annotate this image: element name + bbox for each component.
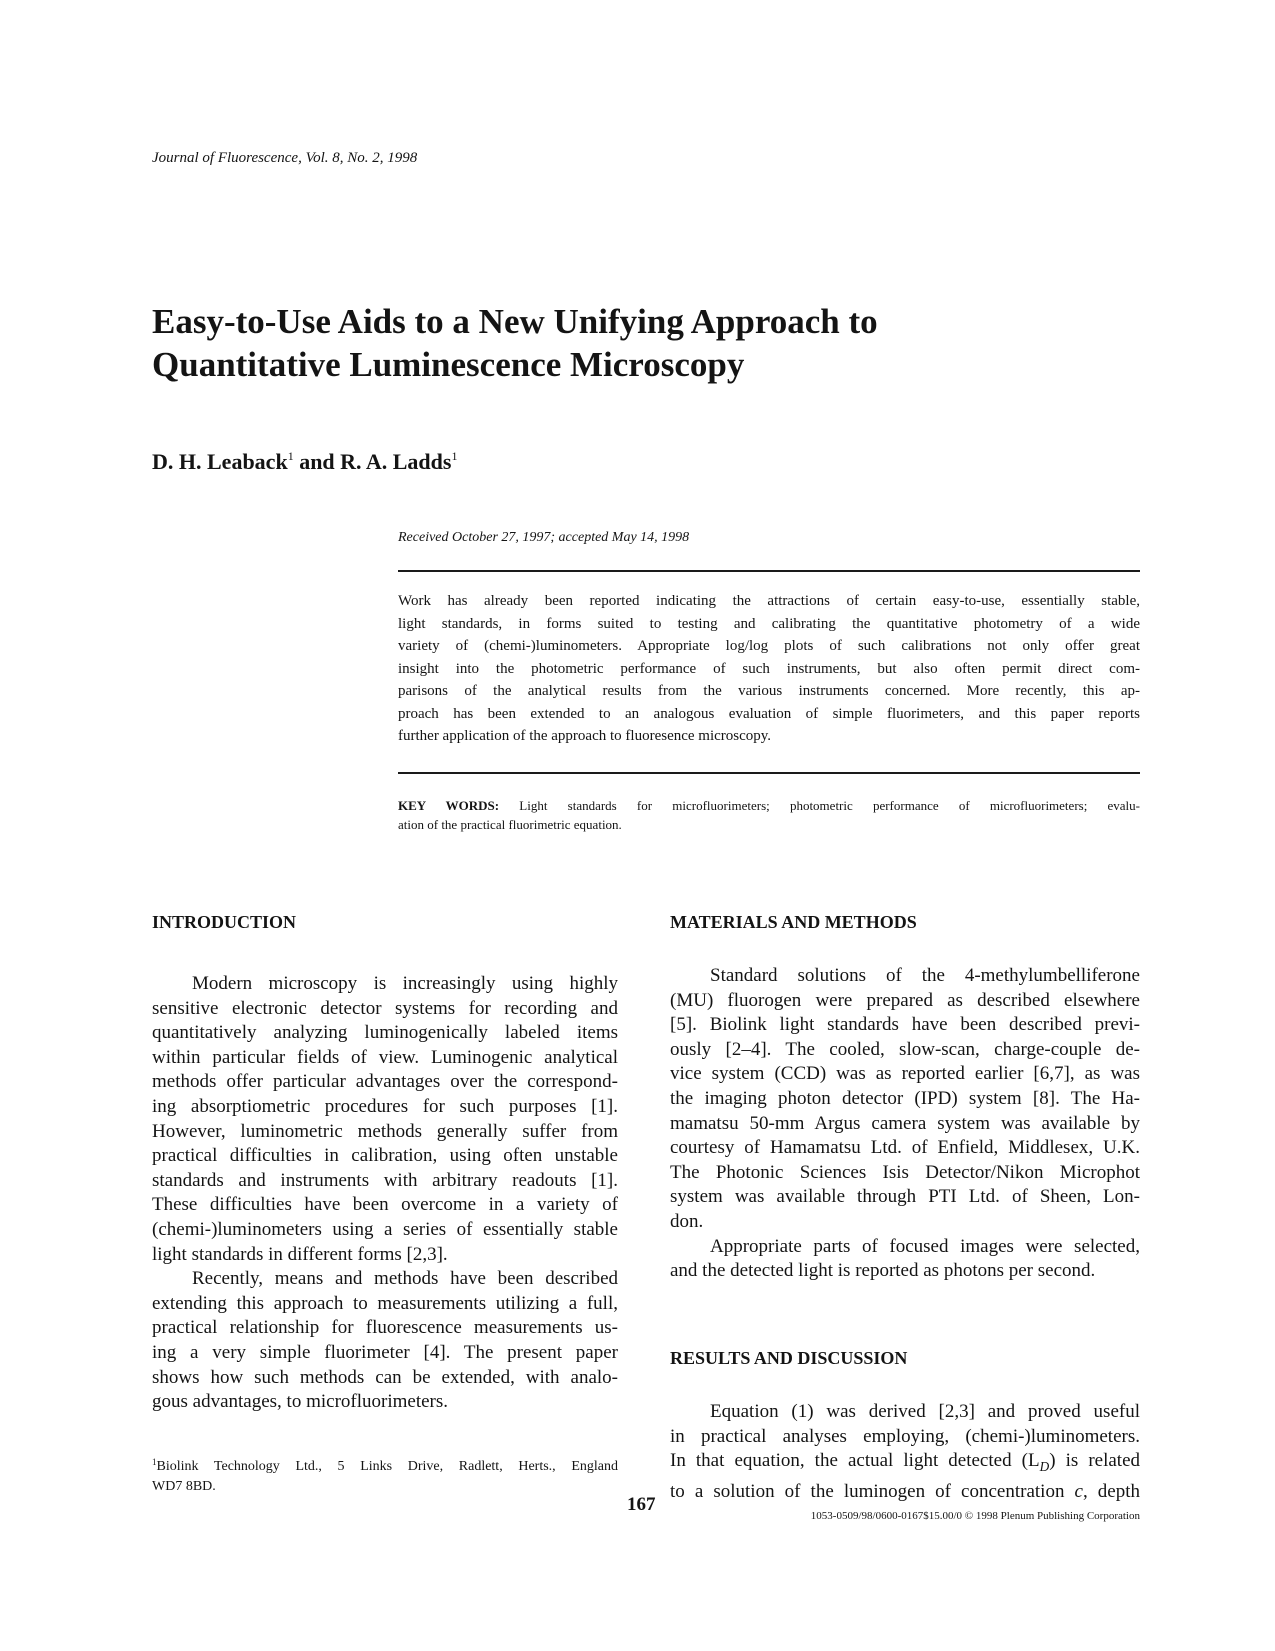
body-line: ing absorptiometric procedures for such purposes [1]. (152, 1095, 618, 1117)
body-line: sensitive electronic detector systems for recording and (152, 997, 618, 1019)
section-heading-materials: MATERIALS AND METHODS (670, 912, 917, 932)
body-line: ing a very simple fluorimeter [4]. The present paper (152, 1341, 618, 1363)
page-number: 167 (627, 1494, 656, 1515)
materials-body (670, 964, 1140, 1284)
body-line: Equation (1) was derived [2,3] and proved useful (710, 1401, 1140, 1422)
footnote-marker: 1 (152, 1457, 157, 1467)
body-line: the imaging photon detector (IPD) system [8]. The Ha- (670, 1087, 1140, 1109)
body-line: within particular fields of view. Luminogenic analytical (152, 1046, 618, 1068)
keywords-text: Light standards for microfluorimeters; photometric performance of microfluorimeters; evalu- (499, 798, 1140, 813)
body-line: methods offer particular advantages over the correspond- (152, 1071, 618, 1093)
body-text: to a solution of the luminogen of concentration (670, 1480, 1075, 1502)
body-line: system was available through PTI Ltd. of Sheen, Lon- (670, 1186, 1140, 1208)
body-line: These difficulties have been overcome in a variety of (152, 1194, 618, 1216)
footnote-line (152, 1452, 618, 1477)
abstract-line: variety of (chemi-)luminometers. Appropriate log/log plots of such calibrations not only offer great (398, 638, 1140, 654)
body-line: practical difficulties in calibration, using often unstable (152, 1145, 618, 1167)
copyright-line: 1053-0509/98/0600-0167$15.00/0 © 1998 Plenum Publishing Corporation (810, 1510, 1140, 1522)
body-line: However, luminometric methods generally suffer from (152, 1120, 618, 1142)
journal-citation: Journal of Fluorescence, Vol. 8, No. 2, 1998 (152, 150, 418, 166)
footnote-line: WD7 8BD. (152, 1479, 216, 1494)
abstract-line: further application of the approach to fluoresence microscopy. (398, 728, 772, 744)
body-text: ) is related (1049, 1450, 1141, 1472)
author-conjunction: and (293, 449, 341, 474)
body-line: in practical analyses employing, (chemi-)luminometers. (670, 1425, 1140, 1447)
affiliation-marker: 1 (287, 449, 294, 463)
introduction-body (152, 972, 618, 1415)
body-line: gous advantages, to microfluorimeters. (152, 1391, 449, 1413)
body-line (670, 1449, 1140, 1479)
abstract-line: light standards, in forms suited to testing and calibrating the quantitative photometry of a wide (398, 615, 1140, 632)
abstract-line: parisons of the analytical results from the various instruments concerned. More recently, this ap- (398, 683, 1140, 699)
body-line: [5]. Biolink light standards have been described previ- (670, 1014, 1140, 1036)
body-line: don. (670, 1210, 704, 1232)
body-line: quantitatively analyzing luminogenically labeled items (152, 1022, 618, 1044)
title-line: Quantitative Luminescence Microscopy (152, 345, 745, 384)
body-text: In that equation, the actual light detected (L (670, 1450, 1040, 1472)
abstract-line: insight into the photometric performance of such instruments, but also often permit direct com- (398, 660, 1140, 677)
keywords (398, 796, 1140, 834)
body-line: Recently, means and methods have been described (192, 1268, 618, 1290)
keywords-line: ation of the practical fluorimetric equation. (398, 817, 622, 832)
results-body (670, 1400, 1140, 1504)
abstract-line: Work has already been reported indicating the attractions of certain easy-to-use, essentially stable, (398, 593, 1140, 609)
section-heading-introduction: INTRODUCTION (152, 912, 297, 932)
body-line: The Photonic Sciences Isis Detector/Nikon Microphot (670, 1161, 1140, 1183)
abstract (398, 590, 1140, 748)
body-line: Modern microscopy is increasingly using highly (192, 973, 618, 994)
body-line: extending this approach to measurements utilizing a full, (152, 1292, 618, 1314)
body-line: standards and instruments with arbitrary readouts [1]. (152, 1169, 618, 1191)
body-line: courtesy of Hamamatsu Ltd. of Enfield, Middlesex, U.K. (670, 1137, 1140, 1159)
footnote-text: Biolink Technology Ltd., 5 Links Drive, Radlett, Herts., England (156, 1459, 618, 1474)
body-line: mamatsu 50-mm Argus camera system was available by (670, 1112, 1140, 1134)
abstract-top-rule (398, 570, 1140, 572)
abstract-line: proach has been extended to an analogous evaluation of simple fluorimeters, and this paper reports (398, 705, 1140, 722)
paper-title (152, 300, 1052, 386)
affiliation-marker: 1 (451, 449, 458, 463)
subscript: D (1039, 1458, 1050, 1474)
body-line: Standard solutions of the 4-methylumbelliferone (710, 965, 1140, 986)
author-list (152, 449, 457, 475)
author-name: R. A. Ladds (340, 449, 452, 474)
body-text: , depth (1082, 1480, 1140, 1502)
body-line: vice system (CCD) was as reported earlier [6,7], as was (670, 1063, 1140, 1085)
body-line: (chemi-)luminometers using a series of essentially stable (152, 1218, 618, 1240)
keywords-label: KEY WORDS: (398, 798, 500, 813)
variable-c: c (1074, 1480, 1083, 1502)
body-line: light standards in different forms [2,3]. (152, 1243, 448, 1265)
body-line: and the detected light is reported as photons per second. (670, 1260, 1096, 1282)
keywords-line (398, 796, 1140, 815)
body-line: practical relationship for fluorescence measurements us- (152, 1317, 618, 1339)
received-dates: Received October 27, 1997; accepted May 14, 1998 (398, 530, 690, 545)
title-line: Easy-to-Use Aids to a New Unifying Approach to (152, 302, 878, 341)
body-line: Appropriate parts of focused images were selected, (710, 1235, 1140, 1257)
section-heading-results: RESULTS AND DISCUSSION (670, 1348, 908, 1368)
affiliation-footnote (152, 1452, 618, 1497)
body-line (670, 1480, 1140, 1505)
body-line: (MU) fluorogen were prepared as described elsewhere (670, 989, 1140, 1011)
abstract-bottom-rule (398, 772, 1140, 774)
body-line: shows how such methods can be extended, with analo- (152, 1366, 618, 1388)
author-name: D. H. Leaback (152, 449, 288, 474)
body-line: ously [2–4]. The cooled, slow-scan, charge-couple de- (670, 1038, 1140, 1060)
